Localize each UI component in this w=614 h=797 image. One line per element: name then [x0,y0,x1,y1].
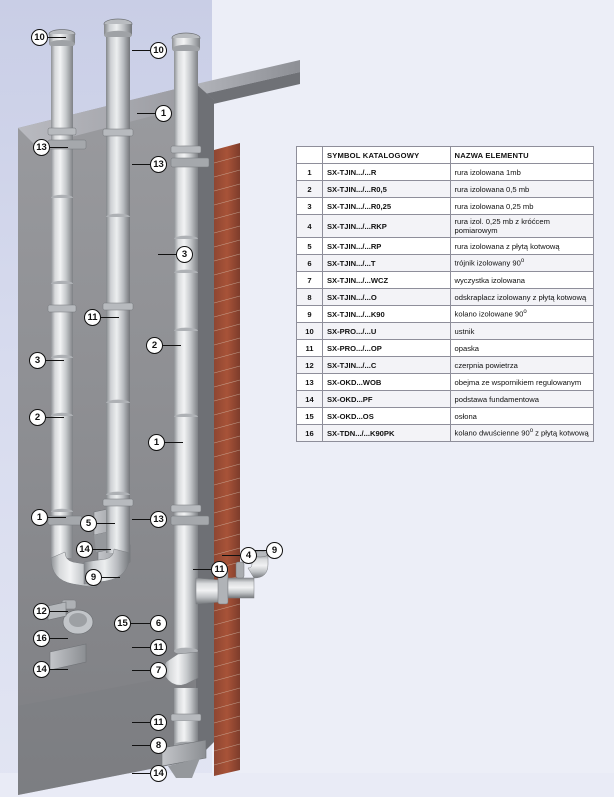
table-row [297,164,594,181]
callout-leader-line [46,360,64,361]
callout-marker-1: 1 [31,509,48,526]
row-index: 12 [297,357,323,374]
row-element-name: opaska [450,340,593,357]
row-element-name: rura izol. 0,25 mb z króćcem pomiarowym [450,215,593,238]
callout-marker-6: 6 [150,615,167,632]
row-index: 9 [297,306,323,323]
callout-leader-line [132,50,150,51]
callout-marker-11: 11 [150,639,167,656]
row-symbol: SX-OKD...WOB [322,374,450,391]
callout-leader-line [163,345,181,346]
callout-leader-line [101,317,119,318]
table-row [297,238,594,255]
callout-leader-line [132,164,150,165]
row-element-name: rura izolowana z płytą kotwową [450,238,593,255]
callout-marker-10: 10 [31,29,48,46]
table-row [297,391,594,408]
callout-marker-11: 11 [150,714,167,731]
callout-leader-line [165,442,183,443]
row-index: 7 [297,272,323,289]
callout-leader-line [158,254,176,255]
table-row [297,306,594,323]
row-element-name: osłona [450,408,593,425]
callout-leader-line [97,523,115,524]
row-index: 11 [297,340,323,357]
callout-marker-2: 2 [146,337,163,354]
row-element-name: obejma ze wspornikiem regulowanym [450,374,593,391]
row-index: 14 [297,391,323,408]
table-row [297,272,594,289]
callout-marker-1: 1 [148,434,165,451]
callout-leader-line [46,417,64,418]
callout-marker-5: 5 [80,515,97,532]
row-element-name: kolano izolowane 90$^o$ [450,306,593,323]
row-index: 6 [297,255,323,272]
row-element-name: rura izolowana 0,5 mb [450,181,593,198]
row-index: 2 [297,181,323,198]
header-symbol: SYMBOL KATALOGOWY [322,147,450,164]
table-row [297,181,594,198]
row-element-name: kolano dwuścienne 90$^o$ z płytą kotwową [450,425,593,442]
row-element-name: ustnik [450,323,593,340]
callout-marker-3: 3 [176,246,193,263]
row-index: 16 [297,425,323,442]
callout-marker-12: 12 [33,603,50,620]
callout-marker-14: 14 [33,661,50,678]
callout-leader-line [132,745,150,746]
callout-leader-line [50,669,68,670]
callout-marker-4: 4 [240,547,257,564]
header-name: NAZWA ELEMENTU [450,147,593,164]
callout-marker-11: 11 [211,561,228,578]
table-row [297,357,594,374]
callout-marker-9: 9 [85,569,102,586]
row-symbol: SX-TDN.../...K90PK [322,425,450,442]
callout-leader-line [222,555,240,556]
row-symbol: SX-TJIN.../...O [322,289,450,306]
row-symbol: SX-TJIN.../...R0,5 [322,181,450,198]
callout-marker-10: 10 [150,42,167,59]
row-symbol: SX-TJIN.../...WCZ [322,272,450,289]
table-row [297,425,594,442]
row-element-name: wyczystka izolowana [450,272,593,289]
table-body [297,164,594,442]
row-index: 4 [297,215,323,238]
chimney-system-illustration [0,0,300,797]
table-row [297,255,594,272]
table-row [297,289,594,306]
table-header-row [297,147,594,164]
callout-marker-9: 9 [266,542,283,559]
callout-leader-line [132,647,150,648]
table-row [297,323,594,340]
row-index: 10 [297,323,323,340]
callout-leader-line [132,623,150,624]
callout-marker-13: 13 [33,139,50,156]
callout-leader-line [137,113,155,114]
callout-leader-line [102,577,120,578]
callout-marker-13: 13 [150,511,167,528]
callout-leader-line [48,37,66,38]
row-element-name: odskraplacz izolowany z płytą kotwową [450,289,593,306]
callout-leader-line [132,670,150,671]
table-row [297,215,594,238]
callout-marker-1: 1 [155,105,172,122]
row-symbol: SX-TJIN.../...R [322,164,450,181]
row-symbol: SX-TJIN.../...T [322,255,450,272]
callout-leader-line [50,611,68,612]
row-symbol: SX-TJIN.../...R0,25 [322,198,450,215]
callout-marker-3: 3 [29,352,46,369]
callout-marker-11: 11 [84,309,101,326]
table-row [297,408,594,425]
callout-marker-16: 16 [33,630,50,647]
callout-leader-line [93,549,111,550]
row-index: 1 [297,164,323,181]
row-symbol: SX-TJIN.../...RKP [322,215,450,238]
callout-leader-line [132,722,150,723]
row-index: 5 [297,238,323,255]
table-row [297,374,594,391]
row-index: 8 [297,289,323,306]
callout-leader-line [50,147,68,148]
row-element-name: trójnik izolowany 90$^o$ [450,255,593,272]
callout-marker-14: 14 [76,541,93,558]
row-index: 13 [297,374,323,391]
row-symbol: SX-TJIN.../...C [322,357,450,374]
row-symbol: SX-PRO.../...U [322,323,450,340]
row-index: 15 [297,408,323,425]
callout-marker-2: 2 [29,409,46,426]
callout-leader-line [50,638,68,639]
table-row [297,340,594,357]
header-index [297,147,323,164]
row-index: 3 [297,198,323,215]
callout-marker-15: 15 [114,615,131,632]
callout-marker-7: 7 [150,662,167,679]
callout-leader-line [132,773,150,774]
callout-marker-13: 13 [150,156,167,173]
row-element-name: podstawa fundamentowa [450,391,593,408]
row-symbol: SX-TJIN.../...RP [322,238,450,255]
table-row [297,198,594,215]
row-element-name: rura izolowana 0,25 mb [450,198,593,215]
row-symbol: SX-PRO.../...OP [322,340,450,357]
callout-marker-14: 14 [150,765,167,782]
callout-marker-8: 8 [150,737,167,754]
callout-leader-line [132,519,150,520]
row-symbol: SX-OKD...PF [322,391,450,408]
row-element-name: czerpnia powietrza [450,357,593,374]
row-element-name: rura izolowana 1mb [450,164,593,181]
parts-legend-table [296,146,594,442]
callout-leader-line [193,569,211,570]
row-symbol: SX-TJIN.../...K90 [322,306,450,323]
row-symbol: SX-OKD...OS [322,408,450,425]
callout-leader-line [48,517,66,518]
